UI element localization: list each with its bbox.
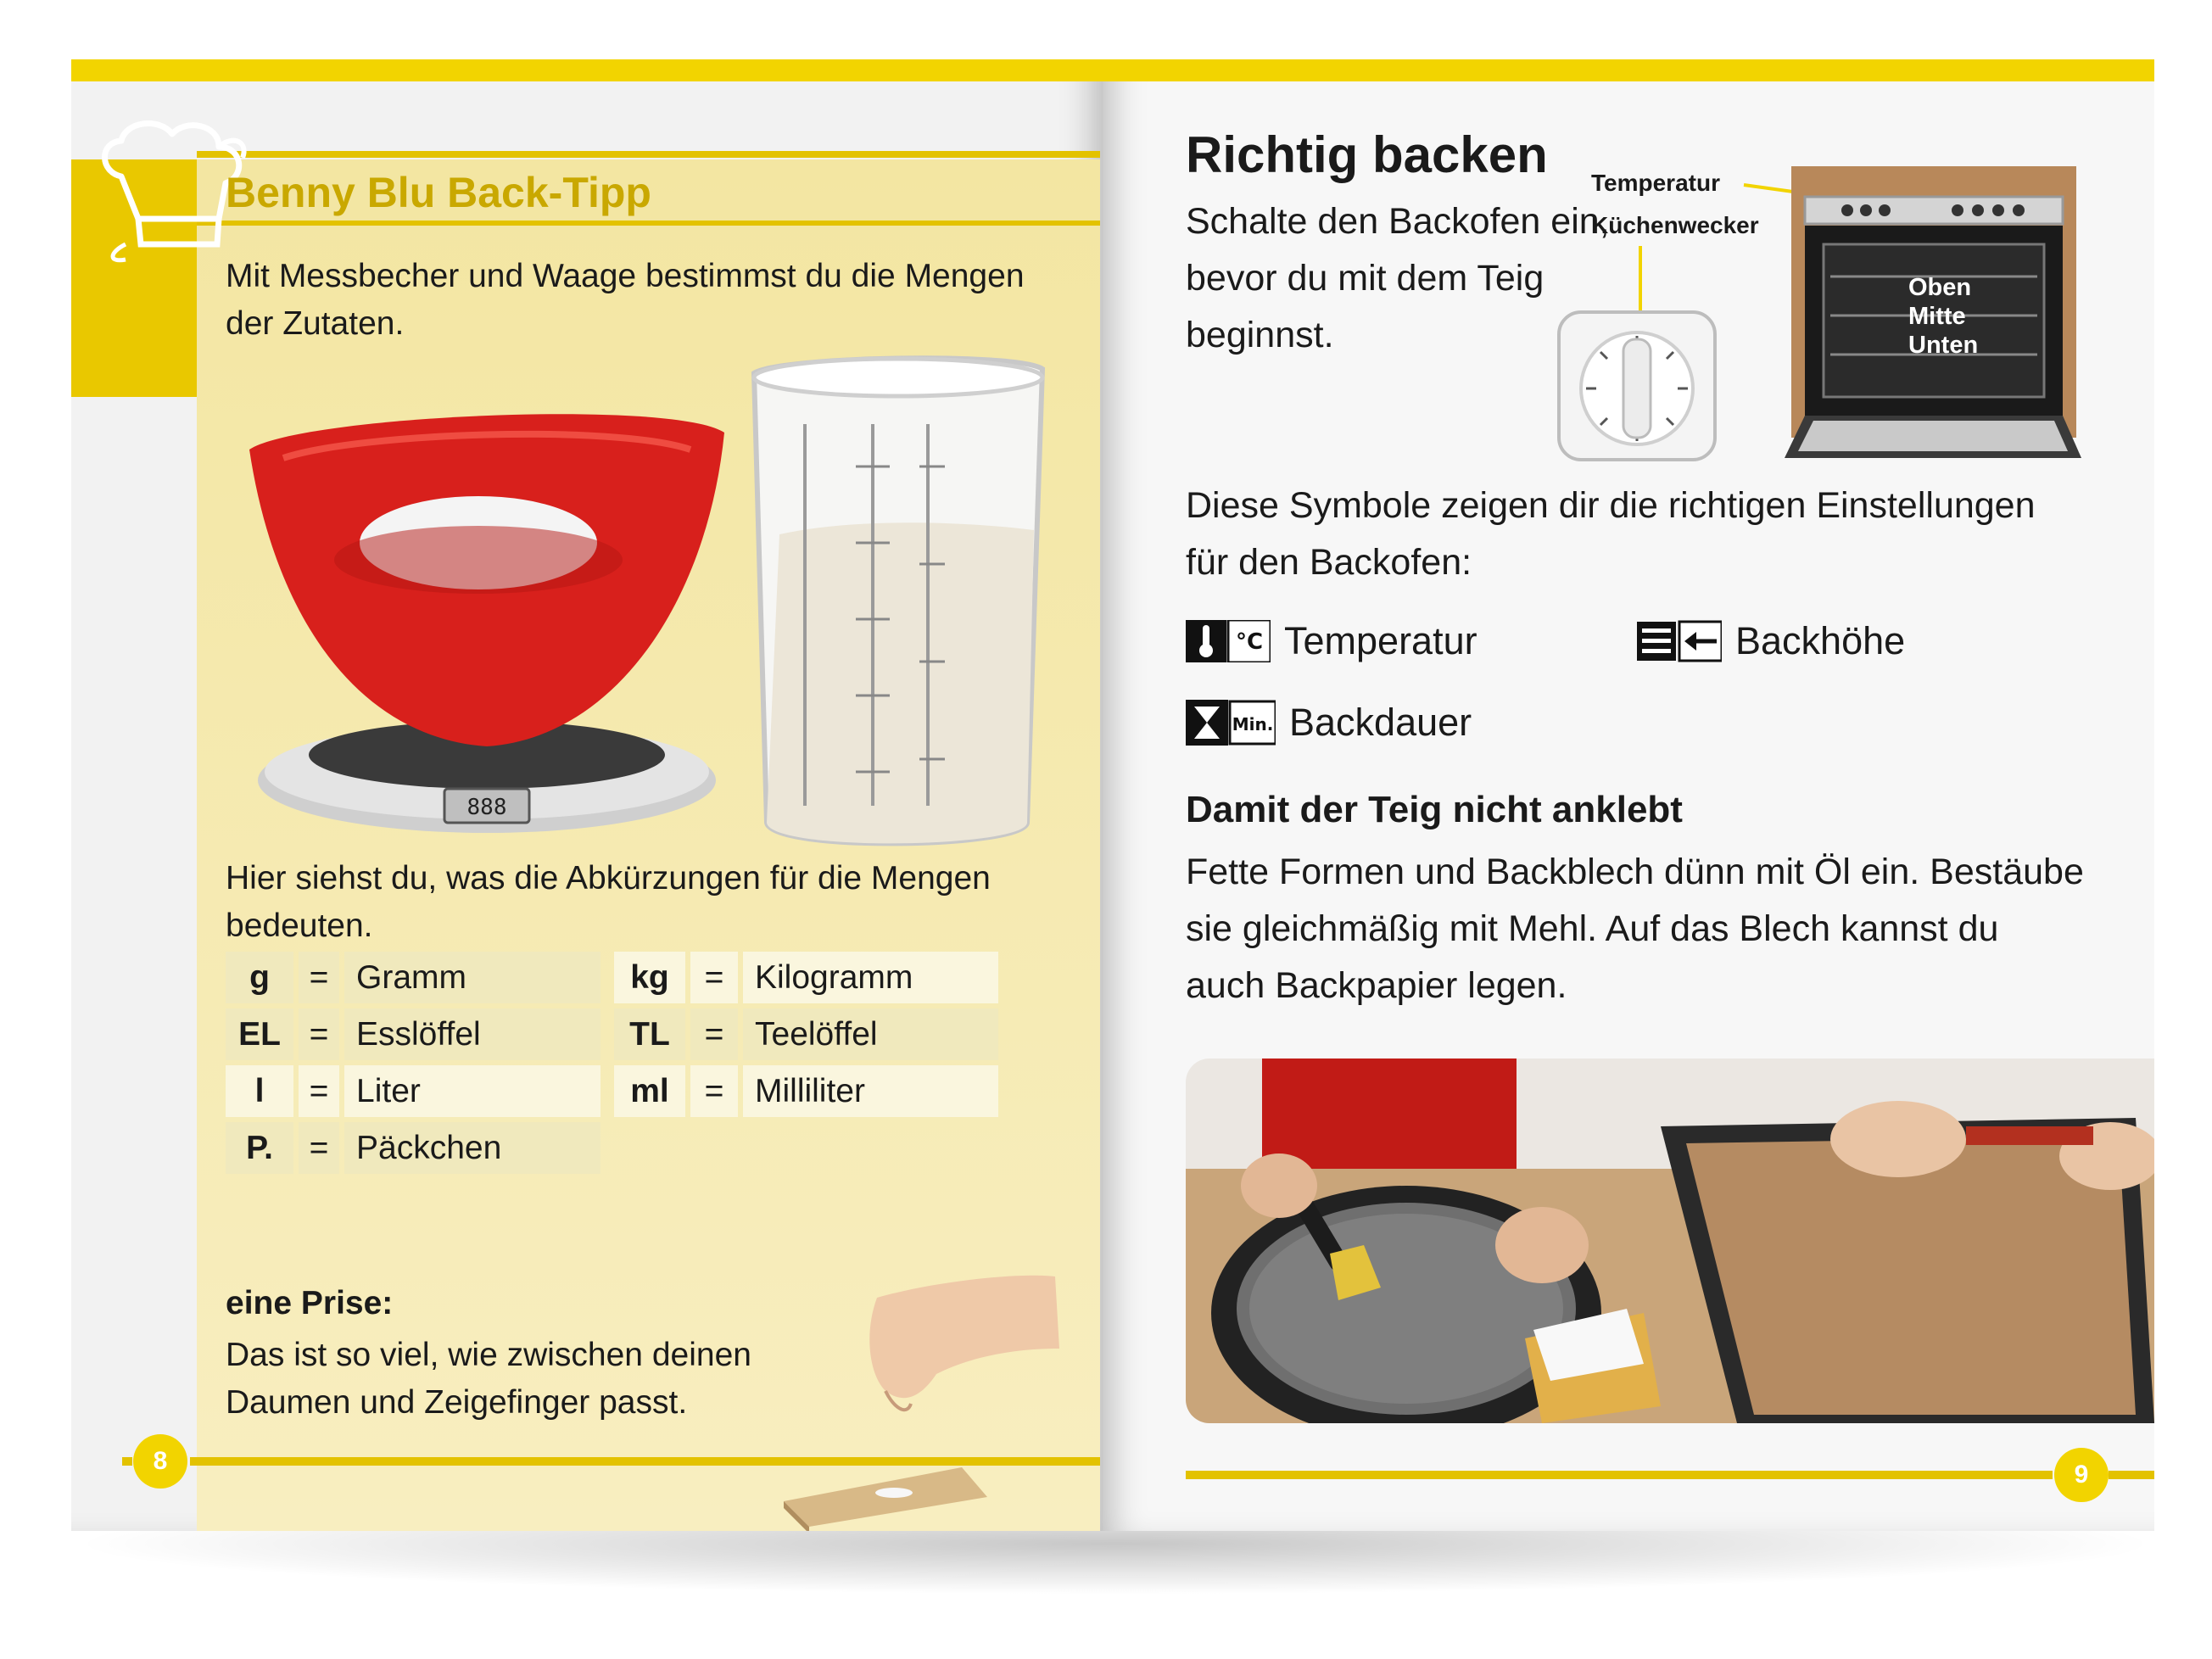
abbr-key: g (226, 952, 293, 1003)
pinch-title: eine Prise: (226, 1285, 394, 1321)
pinch-hand-illustration (767, 1255, 1089, 1531)
symbols-intro-text: Diese Symbole zeigen dir die richtigen Einstellungen für den Backofen: (1186, 485, 2036, 583)
abbr-equals: = (690, 952, 738, 1003)
hourglass-icon (1186, 701, 1276, 744)
svg-text:888: 888 (466, 795, 507, 820)
pinch-description: Das ist so viel, wie zwischen deinen Daumen und Zeigefinger passt. (226, 1337, 751, 1421)
celsius-unit-text: °C (1235, 629, 1264, 655)
minutes-unit-text: Min. (1232, 714, 1274, 735)
header-line (197, 151, 1100, 158)
abbr-key: ml (614, 1065, 685, 1117)
symbol-duration (1186, 701, 1472, 745)
oven-level-middle: Mitte (1908, 303, 1966, 330)
abbr-key: l (226, 1065, 293, 1117)
kitchen-timer-illustration (1552, 305, 1722, 466)
label-kuechenwecker: Küchenwecker (1591, 212, 1759, 238)
symbol-label: Temperatur (1284, 619, 1477, 662)
abbr-value: Päckchen (344, 1122, 600, 1174)
abbr-value: Liter (344, 1065, 600, 1117)
abbr-key: kg (614, 952, 685, 1003)
measure-intro-text: Mit Messbecher und Waage bestimmst du die Mengen der Zutaten. (226, 258, 1025, 342)
label-temperatur: Temperatur (1591, 170, 1720, 196)
abbr-key: TL (614, 1008, 685, 1060)
page-number-badge: 9 (2054, 1448, 2109, 1502)
abbr-equals: = (690, 1065, 738, 1117)
tip-title: Benny Blu Back-Tipp (226, 169, 651, 216)
abbreviation-table-right (614, 952, 998, 1117)
abbr-equals: = (299, 1065, 339, 1117)
measuring-cup-illustration (729, 348, 1059, 865)
symbol-label: Backhöhe (1735, 619, 1906, 662)
top-band (71, 59, 1103, 81)
footer-line (190, 1457, 1100, 1466)
footer-line (122, 1457, 132, 1466)
kitchen-scale-illustration (232, 399, 741, 840)
symbol-temperature (1186, 619, 1477, 663)
section-title: Richtig backen (1186, 126, 1548, 183)
abbr-value: Kilogramm (743, 952, 998, 1003)
oven-level-bottom: Unten (1908, 332, 1979, 359)
abbr-key: EL (226, 1008, 293, 1060)
abbr-equals: = (690, 1008, 738, 1060)
oven-level-top: Oben (1908, 274, 1972, 301)
abbreviation-intro-text: Hier siehst du, was die Abkürzungen für die Mengen bedeuten. (226, 860, 991, 944)
symbol-height (1637, 619, 1905, 663)
footer-line (1186, 1471, 2053, 1479)
header-line (197, 221, 1100, 226)
abbr-value: Teelöffel (743, 1008, 998, 1060)
footer-line (2109, 1471, 2154, 1479)
greasing-pan-photo (1186, 1059, 2154, 1423)
thermometer-icon (1186, 620, 1271, 662)
top-band (1103, 59, 2154, 81)
abbr-equals: = (299, 1008, 339, 1060)
oven-rack-arrow-icon (1637, 620, 1722, 662)
non-stick-title: Damit der Teig nicht anklebt (1186, 789, 1683, 830)
abbr-value: Gramm (344, 952, 600, 1003)
oven-intro-text: Schalte den Backofen ein, bevor du mit dem Teig beginnst. (1186, 201, 1610, 355)
abbr-equals: = (299, 952, 339, 1003)
non-stick-text: Fette Formen und Backblech dünn mit Öl ein. Bestäube sie gleichmäßig mit Mehl. Auf das Blech kannst du auch Backpapier legen. (1186, 852, 2084, 1006)
page-number-badge: 8 (133, 1434, 187, 1489)
abbreviation-table-left (226, 952, 600, 1174)
left-page (71, 59, 1103, 1531)
abbr-value: Esslöffel (344, 1008, 600, 1060)
abbr-equals: = (299, 1122, 339, 1174)
symbol-label: Backdauer (1289, 701, 1472, 744)
oven-levels (1908, 273, 1978, 360)
abbr-key: P. (226, 1122, 293, 1174)
abbr-value: Milliliter (743, 1065, 998, 1117)
